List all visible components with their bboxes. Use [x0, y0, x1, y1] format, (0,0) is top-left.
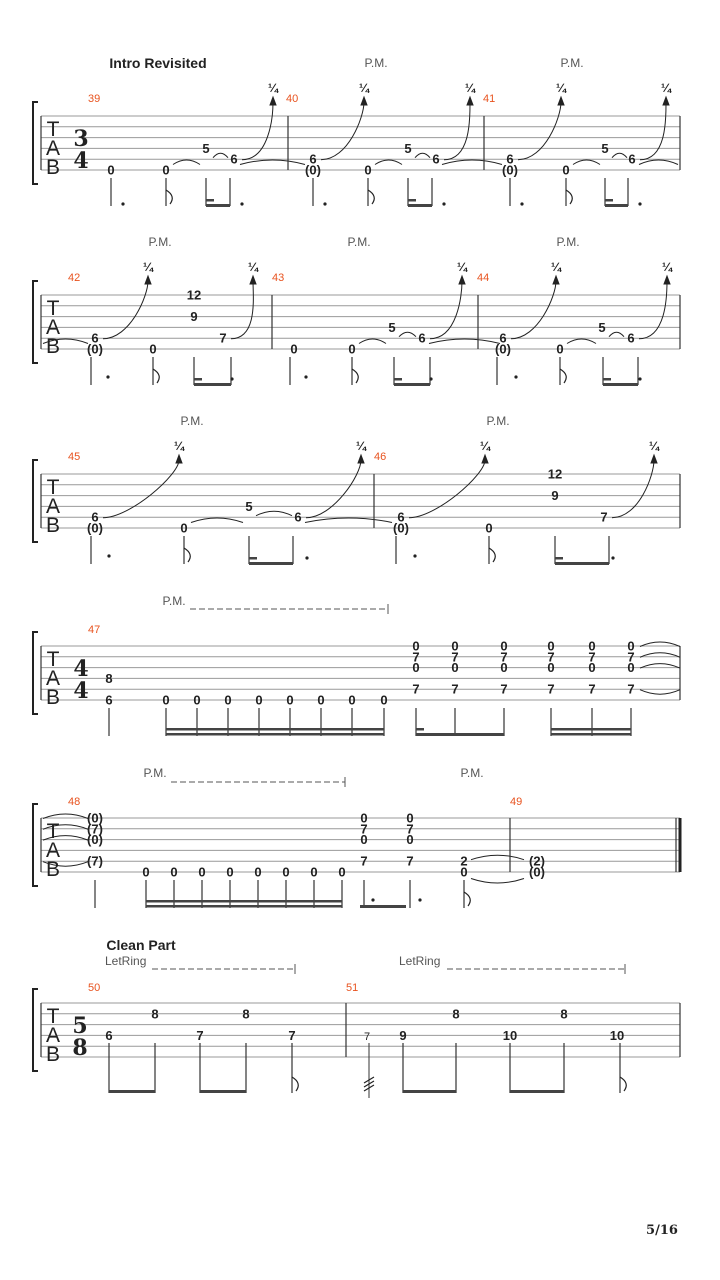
beam [416, 728, 424, 731]
fret-number: 7 [219, 330, 227, 346]
fret-number: 0 [460, 864, 468, 880]
fret-number: 0 [451, 660, 459, 676]
fret-number: 6 [105, 1027, 113, 1043]
bend-amount: ¼ [456, 260, 468, 274]
fret-number: (0) [87, 341, 103, 357]
dot [638, 202, 641, 205]
palm-mute-label: P.M. [486, 414, 510, 428]
fret-number: 12 [547, 466, 563, 482]
fret-number: 0 [348, 341, 356, 357]
palm-mute-label: P.M. [460, 766, 484, 780]
dot [611, 556, 614, 559]
tie [375, 160, 402, 165]
fret-number: 0 [406, 832, 414, 848]
fret-number: 0 [162, 162, 170, 178]
fret-number: 0 [360, 832, 368, 848]
tie [240, 160, 305, 165]
fret-number: (0) [495, 341, 511, 357]
fret-number: 7 [412, 681, 420, 697]
bend-amount: ¼ [355, 439, 367, 453]
tie [471, 855, 524, 860]
fret-number: 7 [360, 853, 368, 869]
bend-arrow [663, 97, 669, 105]
fret-number: 7 [451, 681, 459, 697]
grace-note: 7 [363, 1030, 371, 1043]
fret-number: 7 [588, 681, 596, 697]
tie [639, 160, 678, 165]
fret-number: 7 [412, 649, 420, 665]
palm-mute-label: P.M. [364, 56, 388, 70]
page-number: 5/16 [646, 1223, 678, 1238]
fret-number: (0) [502, 162, 518, 178]
bend-arrow [482, 455, 488, 463]
bend-curve [409, 460, 485, 518]
fret-number: 6 [309, 151, 317, 167]
beam [394, 378, 402, 381]
measure-number: 50 [88, 982, 101, 994]
fret-number: 8 [105, 670, 113, 686]
eighth-flag [153, 369, 159, 383]
bend-curve [231, 281, 253, 339]
time-signature-bottom: 8 [72, 1035, 88, 1061]
fret-number: 7 [500, 681, 508, 697]
bend-amount: ¼ [555, 81, 567, 95]
fret-number: 6 [397, 509, 405, 525]
tab-clef-b: B [45, 1043, 61, 1066]
fret-number: 0 [627, 638, 635, 654]
fret-number: 0 [282, 864, 290, 880]
fret-number: 0 [226, 864, 234, 880]
fret-number: (2) [529, 853, 545, 869]
tie [640, 690, 680, 695]
palm-mute-label: P.M. [560, 56, 584, 70]
eighth-flag [620, 1077, 626, 1091]
tie [442, 160, 502, 165]
fret-number: 7 [588, 649, 596, 665]
bend-curve [430, 281, 462, 339]
fret-number: 8 [242, 1006, 250, 1022]
bend-curve [511, 281, 556, 339]
beam [200, 1090, 246, 1093]
palm-mute-label: P.M. [556, 235, 580, 249]
fret-number: 5 [245, 498, 253, 514]
fret-number: 0 [198, 864, 206, 880]
time-signature-top: 3 [73, 126, 89, 152]
fret-number: 9 [190, 309, 198, 325]
bend-arrow [651, 455, 657, 463]
fret-number: (0) [87, 810, 103, 826]
fret-number: 8 [452, 1006, 460, 1022]
beam [403, 1090, 456, 1093]
section-title-clean: Clean Part [106, 937, 176, 953]
dot [638, 377, 641, 380]
fret-number: (7) [87, 853, 103, 869]
beam [603, 383, 638, 386]
fret-number: 7 [288, 1027, 296, 1043]
dot [371, 898, 374, 901]
system-bracket [33, 281, 38, 363]
fret-number: 0 [500, 660, 508, 676]
bend-amount: ¼ [550, 260, 562, 274]
fret-number: 0 [562, 162, 570, 178]
beam [109, 1090, 155, 1093]
beam [249, 557, 257, 560]
system-bracket [33, 102, 38, 184]
bend-arrow [553, 276, 559, 284]
section-title-intro: Intro Revisited [109, 55, 207, 71]
fret-number: 0 [360, 810, 368, 826]
let-ring-label: LetRing [399, 954, 441, 968]
beam [408, 199, 416, 202]
tab-clef-b: B [45, 335, 61, 358]
system-bracket [33, 989, 38, 1071]
time-signature-top: 4 [73, 656, 89, 682]
fret-number: 6 [499, 330, 507, 346]
fret-number: 7 [627, 681, 635, 697]
fret-number: 0 [290, 341, 298, 357]
beam [166, 733, 384, 736]
bend-curve [444, 102, 470, 160]
bend-curve [103, 281, 148, 339]
bend-arrow [467, 97, 473, 105]
fret-number: 0 [556, 341, 564, 357]
dot [323, 202, 326, 205]
fret-number: 7 [627, 649, 635, 665]
fret-number: 2 [460, 853, 468, 869]
tab-clef-b: B [45, 686, 61, 709]
eighth-flag [292, 1077, 298, 1091]
measure-number: 49 [510, 796, 523, 808]
eighth-flag [368, 190, 374, 204]
fret-number: (0) [393, 520, 409, 536]
bend-arrow [176, 455, 182, 463]
tie [573, 160, 600, 165]
fret-number: 5 [598, 319, 606, 335]
system-bracket [33, 804, 38, 886]
fret-number: 0 [588, 638, 596, 654]
dot [230, 377, 233, 380]
beam [146, 900, 342, 903]
tie [173, 160, 200, 165]
beam [605, 199, 613, 202]
dot [106, 375, 109, 378]
fret-number: 0 [547, 638, 555, 654]
tab-clef-b: B [45, 156, 61, 179]
bend-amount: ¼ [660, 81, 672, 95]
fret-number: 7 [406, 853, 414, 869]
measure-number: 46 [374, 451, 387, 463]
eighth-flag [166, 190, 172, 204]
beam [194, 378, 202, 381]
dot [418, 898, 421, 901]
fret-number: 0 [286, 692, 294, 708]
fret-number: 9 [399, 1027, 407, 1043]
bend-curve [321, 102, 364, 160]
system-bracket [33, 632, 38, 714]
fret-number: 7 [500, 649, 508, 665]
time-signature-bottom: 4 [73, 678, 89, 704]
fret-number: 0 [170, 864, 178, 880]
fret-number: 7 [196, 1027, 204, 1043]
fret-number: (7) [87, 821, 103, 837]
fret-number: 0 [412, 638, 420, 654]
beam [416, 733, 504, 736]
beam [510, 1090, 564, 1093]
dot [413, 554, 416, 557]
palm-mute-label: P.M. [180, 414, 204, 428]
beam [360, 905, 406, 908]
measure-number: 44 [477, 272, 490, 284]
beam [555, 562, 609, 565]
fret-number: 6 [230, 151, 238, 167]
bend-arrow [145, 276, 151, 284]
palm-mute-label: P.M. [347, 235, 371, 249]
fret-number: 6 [91, 330, 99, 346]
measure-number: 42 [68, 272, 81, 284]
bend-amount: ¼ [661, 260, 673, 274]
tab-clef-t: T [46, 297, 60, 320]
bend-curve [612, 460, 654, 518]
fret-number: 0 [380, 692, 388, 708]
measure-number: 47 [88, 624, 101, 636]
bend-arrow [558, 97, 564, 105]
fret-number: (0) [87, 520, 103, 536]
dot [520, 202, 523, 205]
bend-arrow [250, 276, 256, 284]
tie [471, 879, 524, 884]
fret-number: 0 [317, 692, 325, 708]
tab-clef-a: A [45, 667, 61, 690]
tie [429, 339, 500, 344]
fret-number: 6 [418, 330, 426, 346]
dot [121, 202, 124, 205]
fret-number: 0 [142, 864, 150, 880]
fret-number: 6 [432, 151, 440, 167]
tie [399, 332, 416, 337]
fret-number: 6 [294, 509, 302, 525]
beam [551, 728, 631, 731]
tie [213, 153, 228, 158]
fret-number: 0 [588, 660, 596, 676]
tab-clef-a: A [45, 316, 61, 339]
fret-number: 8 [151, 1006, 159, 1022]
fret-number: 5 [202, 140, 210, 156]
tie [415, 153, 430, 158]
beam [603, 378, 611, 381]
beam [249, 562, 293, 565]
fret-number: 5 [404, 140, 412, 156]
bend-curve [639, 281, 667, 339]
fret-number: 0 [310, 864, 318, 880]
dot [304, 375, 307, 378]
fret-number: 10 [609, 1027, 625, 1043]
tab-clef-a: A [45, 1024, 61, 1047]
fret-number: 0 [149, 341, 157, 357]
beam [551, 733, 631, 736]
bend-amount: ¼ [358, 81, 370, 95]
bend-amount: ¼ [247, 260, 259, 274]
fret-number: 0 [338, 864, 346, 880]
tab-clef-t: T [46, 118, 60, 141]
bend-amount: ¼ [464, 81, 476, 95]
let-ring-label: LetRing [105, 954, 147, 968]
fret-number: 12 [186, 287, 202, 303]
fret-number: 0 [348, 692, 356, 708]
eighth-flag [184, 548, 190, 562]
fret-number: 0 [255, 692, 263, 708]
fret-number: 6 [91, 509, 99, 525]
tab-clef-b: B [45, 858, 61, 881]
fret-number: 7 [406, 821, 414, 837]
bend-amount: ¼ [173, 439, 185, 453]
fret-number: 9 [551, 488, 559, 504]
bend-arrow [361, 97, 367, 105]
fret-number: 0 [364, 162, 372, 178]
eighth-flag [352, 369, 358, 383]
fret-number: 6 [628, 151, 636, 167]
tie [256, 511, 292, 516]
fret-number: 6 [627, 330, 635, 346]
bend-arrow [664, 276, 670, 284]
beam [206, 199, 214, 202]
eighth-flag [489, 548, 495, 562]
palm-mute-label: P.M. [143, 766, 167, 780]
beam [555, 557, 563, 560]
tie [612, 153, 627, 158]
tab-clef-a: A [45, 495, 61, 518]
fret-number: 5 [601, 140, 609, 156]
bend-arrow [270, 97, 276, 105]
tab-clef-t: T [46, 648, 60, 671]
bend-amount: ¼ [142, 260, 154, 274]
dot [442, 202, 445, 205]
tab-clef-t: T [46, 820, 60, 843]
measure-number: 51 [346, 982, 359, 994]
bend-curve [103, 460, 179, 518]
fret-number: 0 [162, 692, 170, 708]
measure-number: 45 [68, 451, 81, 463]
fret-number: 5 [388, 319, 396, 335]
tab-clef-b: B [45, 514, 61, 537]
bend-curve [242, 102, 273, 160]
measure-number: 43 [272, 272, 285, 284]
bend-curve [306, 460, 361, 518]
beam [605, 204, 628, 207]
eighth-flag [560, 369, 566, 383]
fret-number: 0 [627, 660, 635, 676]
beam [408, 204, 432, 207]
fret-number: 7 [547, 681, 555, 697]
tie [609, 332, 624, 337]
tab-clef-t: T [46, 1005, 60, 1028]
tab-clef-t: T [46, 476, 60, 499]
fret-number: (0) [87, 832, 103, 848]
measure-number: 40 [286, 93, 299, 105]
fret-number: 0 [451, 638, 459, 654]
tie [567, 339, 596, 344]
bend-curve [640, 102, 666, 160]
eighth-flag [566, 190, 572, 204]
fret-number: 0 [254, 864, 262, 880]
fret-number: 7 [600, 509, 608, 525]
fret-number: 0 [412, 660, 420, 676]
fret-number: 10 [502, 1027, 518, 1043]
tie [305, 518, 392, 523]
eighth-flag [464, 892, 470, 906]
time-signature-bottom: 4 [73, 148, 89, 174]
tie [191, 518, 243, 523]
beam [166, 728, 384, 731]
fret-number: 0 [500, 638, 508, 654]
fret-number: 0 [224, 692, 232, 708]
fret-number: 0 [180, 520, 188, 536]
fret-number: (0) [529, 864, 545, 880]
bend-arrow [358, 455, 364, 463]
fret-number: 7 [360, 821, 368, 837]
fret-number: 7 [451, 649, 459, 665]
tie [359, 339, 386, 344]
time-signature-top: 5 [72, 1013, 88, 1039]
fret-number: 8 [560, 1006, 568, 1022]
dot [305, 556, 308, 559]
bend-amount: ¼ [267, 81, 279, 95]
bend-curve [518, 102, 561, 160]
fret-number: 0 [107, 162, 115, 178]
bend-amount: ¼ [479, 439, 491, 453]
palm-mute-label: P.M. [148, 235, 172, 249]
dot [514, 375, 517, 378]
bend-arrow [459, 276, 465, 284]
fret-number: 0 [485, 520, 493, 536]
beam [394, 383, 430, 386]
measure-number: 48 [68, 796, 81, 808]
dot [107, 554, 110, 557]
fret-number: 7 [547, 649, 555, 665]
fret-number: 6 [105, 692, 113, 708]
fret-number: 0 [193, 692, 201, 708]
fret-number: 6 [506, 151, 514, 167]
measure-number: 41 [483, 93, 496, 105]
fret-number: 0 [547, 660, 555, 676]
beam [194, 383, 231, 386]
fret-number: (0) [305, 162, 321, 178]
system-bracket [33, 460, 38, 542]
dot [240, 202, 243, 205]
measure-number: 39 [88, 93, 101, 105]
bend-amount: ¼ [648, 439, 660, 453]
tab-clef-a: A [45, 839, 61, 862]
fret-number: 0 [406, 810, 414, 826]
tab-clef-a: A [45, 137, 61, 160]
palm-mute-label: P.M. [162, 594, 186, 608]
beam [146, 905, 342, 908]
dot [429, 377, 432, 380]
beam [206, 204, 230, 207]
